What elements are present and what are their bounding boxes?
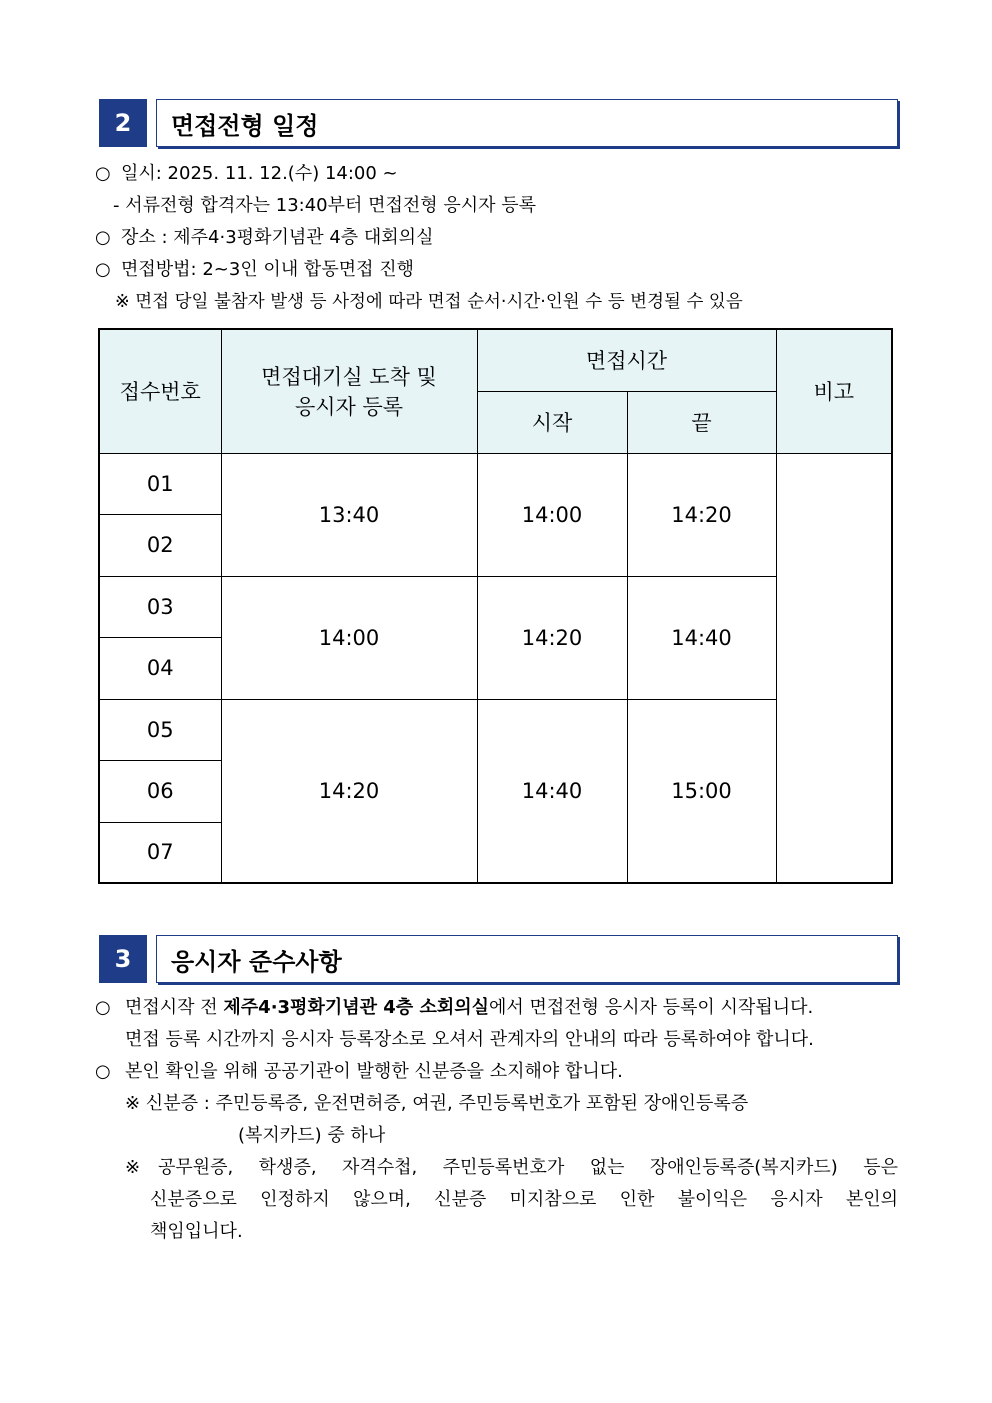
- table-cell-number: 01: [99, 453, 221, 514]
- table-cell-end: 14:40: [627, 576, 776, 699]
- table-cell-end: 15:00: [627, 699, 776, 883]
- table-cell-start: 14:00: [477, 453, 627, 576]
- table-cell-number: 07: [99, 822, 221, 883]
- table-cell-number: 03: [99, 576, 221, 637]
- header-arrival-line2: 응시자 등록: [294, 395, 404, 420]
- section-title: 면접전형 일정: [156, 99, 898, 147]
- register-paragraph-line2: 면접 등록 시간까지 응시자 등록장소로 오셔서 관계자의 안내의 따라 등록하여야 합니다.: [125, 1029, 814, 1050]
- date-text: 일시: 2025. 11. 12.(수) 14:00 ~: [121, 163, 398, 184]
- register-text-b: 에서 면접전형 응시자 등록이 시작됩니다.: [489, 997, 814, 1018]
- circle-bullet-icon: ○: [95, 1061, 111, 1082]
- circle-bullet-icon: ○: [95, 163, 111, 184]
- table-cell-start: 14:20: [477, 576, 627, 699]
- table-cell-number: 02: [99, 514, 221, 576]
- table-cell-arrival: 14:00: [221, 576, 477, 699]
- date-line: [95, 162, 398, 186]
- id-text: 본인 확인을 위해 공공기관이 발행한 신분증을 소지해야 합니다.: [125, 1061, 623, 1082]
- method-line: [95, 258, 414, 282]
- id-types-line2: (복지카드) 중 하나: [238, 1125, 386, 1146]
- header-start: 시작: [477, 391, 627, 453]
- circle-bullet-icon: ○: [95, 997, 111, 1018]
- place-text: 장소 : 제주4·3평화기념관 4층 대회의실: [121, 227, 434, 248]
- section-title: 응시자 준수사항: [156, 935, 898, 983]
- header-interview-time: 면접시간: [477, 329, 776, 391]
- id-paragraph: [95, 1060, 623, 1084]
- register-location: 제주4·3평화기념관 4층 소회의실: [223, 997, 489, 1018]
- schedule-table: [98, 328, 893, 884]
- section-3-header: [99, 935, 898, 983]
- id-note-line3: 책임입니다.: [150, 1221, 243, 1242]
- section-number: 2: [99, 99, 147, 147]
- id-note-line1: 공무원증, 학생증, 자격수첩, 주민등록번호가 없는 장애인등록증(복지카드) 등은: [158, 1157, 898, 1178]
- header-number: 접수번호: [99, 329, 221, 453]
- circle-bullet-icon: ○: [95, 259, 111, 280]
- header-remarks: 비고: [776, 329, 892, 453]
- header-arrival-line1: 면접대기실 도착 및: [261, 365, 437, 390]
- header-arrival: [221, 329, 477, 453]
- circle-bullet-icon: ○: [95, 227, 111, 248]
- method-text: 면접방법: 2~3인 이내 합동면접 진행: [121, 259, 414, 280]
- id-note-mark: ※: [125, 1157, 141, 1178]
- table-cell-remarks: [776, 453, 892, 883]
- table-cell-number: 05: [99, 699, 221, 760]
- header-end: 끝: [627, 391, 776, 453]
- table-cell-number: 04: [99, 637, 221, 699]
- table-cell-end: 14:20: [627, 453, 776, 576]
- table-cell-arrival: 13:40: [221, 453, 477, 576]
- id-types-line1: ※ 신분증 : 주민등록증, 운전면허증, 여권, 주민등록번호가 포함된 장애인등록증: [125, 1093, 749, 1114]
- table-cell-arrival: 14:20: [221, 699, 477, 883]
- table-cell-start: 14:40: [477, 699, 627, 883]
- id-note-line2: 신분증으로 인정하지 않으며, 신분증 미지참으로 인한 불이익은 응시자 본인의: [150, 1189, 898, 1210]
- change-note: ※ 면접 당일 불참자 발생 등 사정에 따라 면접 순서·시간·인원 수 등 변경될 수 있음: [115, 292, 743, 312]
- date-sub-text: - 서류전형 합격자는 13:40부터 면접전형 응시자 등록: [113, 195, 537, 216]
- section-number: 3: [99, 935, 147, 983]
- register-paragraph-line1: [95, 996, 813, 1020]
- table-cell-number: 06: [99, 760, 221, 822]
- section-2-header: [99, 99, 898, 147]
- place-line: [95, 226, 433, 250]
- register-text-a: 면접시작 전: [125, 997, 224, 1018]
